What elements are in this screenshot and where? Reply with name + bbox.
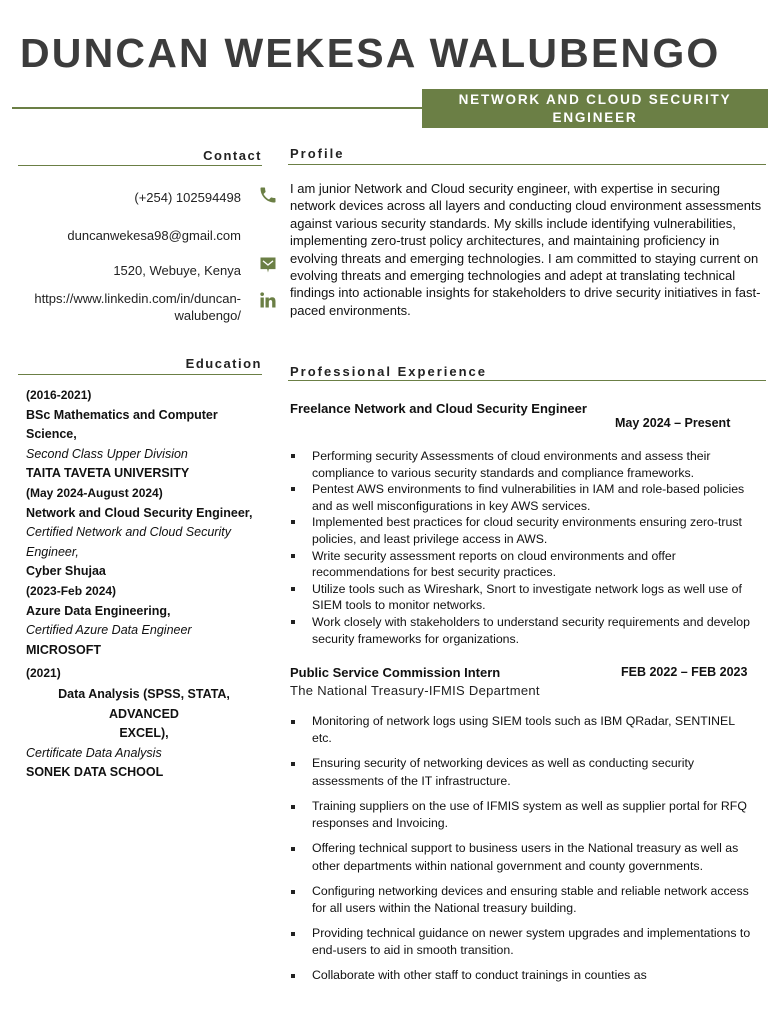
education-title: BSc Mathematics and Computer Science, (26, 407, 218, 442)
education-title: Azure Data Engineering, (26, 603, 171, 618)
job-bullet-list (312, 448, 752, 647)
education-detail: Certificate Data Analysis (26, 745, 162, 760)
list-item: Utilize tools such as Wireshark, Snort to investigate network logs as well use of SIEM tools to monitor networks. (312, 581, 752, 614)
contact-email[interactable]: duncanwekesa98@gmail.com (67, 228, 241, 243)
contact-linkedin[interactable] (34, 290, 241, 324)
education-institution: SONEK DATA SCHOOL (26, 765, 164, 780)
education-title: Data Analysis (SPSS, STATA, ADVANCED (58, 686, 230, 721)
list-item: Monitoring of network logs using SIEM tools such as IBM QRadar, SENTINEL etc. (312, 713, 752, 748)
phone-icon (258, 185, 278, 205)
contact-divider (18, 165, 262, 166)
list-item: Offering technical support to business users in the National treasury as well as other departments within national government and county governments. (312, 840, 752, 875)
linkedin-url-line-1: https://www.linkedin.com/in/duncan- (34, 291, 241, 306)
list-item: Write security assessment reports on cloud environments and offer recommendations for best security practices. (312, 548, 752, 581)
list-item: Training suppliers on the use of IFMIS system as well as supplier portal for RFQ responses and Invoicing. (312, 798, 752, 833)
job-title: Public Service Commission Intern (290, 665, 501, 680)
list-item: Configuring networking devices and ensuring stable and reliable network access for all users within the National treasury building. (312, 883, 752, 918)
contact-phone: (+254) 102594498 (134, 190, 241, 205)
job-organization: The National Treasury-IFMIS Department (290, 683, 540, 698)
job-bullet-list (312, 713, 752, 992)
education-period: (2021) (26, 666, 61, 681)
education-detail: Certified Network and Cloud Security Engineer, (26, 525, 231, 559)
education-list (26, 386, 262, 783)
education-divider (18, 374, 262, 375)
contact-address: 1520, Webuye, Kenya (113, 263, 241, 278)
education-institution: MICROSOFT (26, 642, 101, 657)
list-item: Pentest AWS environments to find vulnerabilities in IAM and role-based policies and as well misconfigurations in key AWS services. (312, 481, 752, 514)
header-divider (12, 107, 422, 109)
list-item: Collaborate with other staff to conduct trainings in counties as (312, 967, 752, 984)
candidate-name: DUNCAN WEKESA WALUBENGO (20, 30, 721, 76)
list-item: Providing technical guidance on newer system upgrades and implementations to end-users to aid in smooth transition. (312, 925, 752, 960)
contact-heading: Contact (203, 148, 262, 163)
profile-heading: Profile (290, 146, 345, 161)
education-title-cont: EXCEL), (119, 726, 169, 741)
experience-heading: Professional Experience (290, 364, 488, 379)
job-title-line-2: ENGINEER (552, 110, 638, 125)
profile-text: I am junior Network and Cloud security engineer, with expertise in securing network devices across all layers and conducting cloud environment assessments against various security standards. My skills include identifying vulnerabilities, implementing zero-trust policy architectures, and maintaining proficiency in evolving threats and emerging technologies. I am committed to staying current on evolving threats and emerging technologies and adept at translating technical findings into actionable insights for stakeholders to drive security initiatives in fast-paced environments. (290, 181, 762, 318)
list-item: Performing security Assessments of cloud environments and assess their compliance to various security standards and compliance frameworks. (312, 448, 752, 481)
job-dates: May 2024 – Present (615, 416, 731, 430)
linkedin-icon (258, 290, 278, 310)
email-icon (258, 255, 278, 275)
profile-divider (288, 164, 766, 165)
job-title: Freelance Network and Cloud Security Engineer (290, 401, 587, 416)
experience-divider (288, 380, 766, 381)
education-heading: Education (185, 356, 262, 371)
linkedin-url-line-2: walubengo/ (174, 308, 241, 323)
job-title-line-1: NETWORK AND CLOUD SECURITY (458, 92, 732, 107)
education-detail: Second Class Upper Division (26, 446, 188, 461)
education-title: Network and Cloud Security Engineer, (26, 505, 253, 520)
education-period: (2016-2021) (26, 388, 92, 402)
job-title-banner (422, 89, 768, 128)
job-dates: FEB 2022 – FEB 2023 (621, 665, 748, 679)
education-period: (May 2024-August 2024) (26, 485, 163, 500)
education-institution: TAITA TAVETA UNIVERSITY (26, 466, 190, 481)
list-item: Implemented best practices for cloud security environments ensuring zero-trust policies, and least privilege access in AWS. (312, 514, 752, 547)
education-detail: Certified Azure Data Engineer (26, 623, 192, 638)
list-item: Ensuring security of networking devices as well as conducting security assessments of the IT infrastructure. (312, 755, 752, 790)
education-period: (2023-Feb 2024) (26, 583, 117, 598)
list-item: Work closely with stakeholders to understand security requirements and develop security frameworks for organizations. (312, 614, 752, 647)
education-institution: Cyber Shujaa (26, 564, 106, 579)
